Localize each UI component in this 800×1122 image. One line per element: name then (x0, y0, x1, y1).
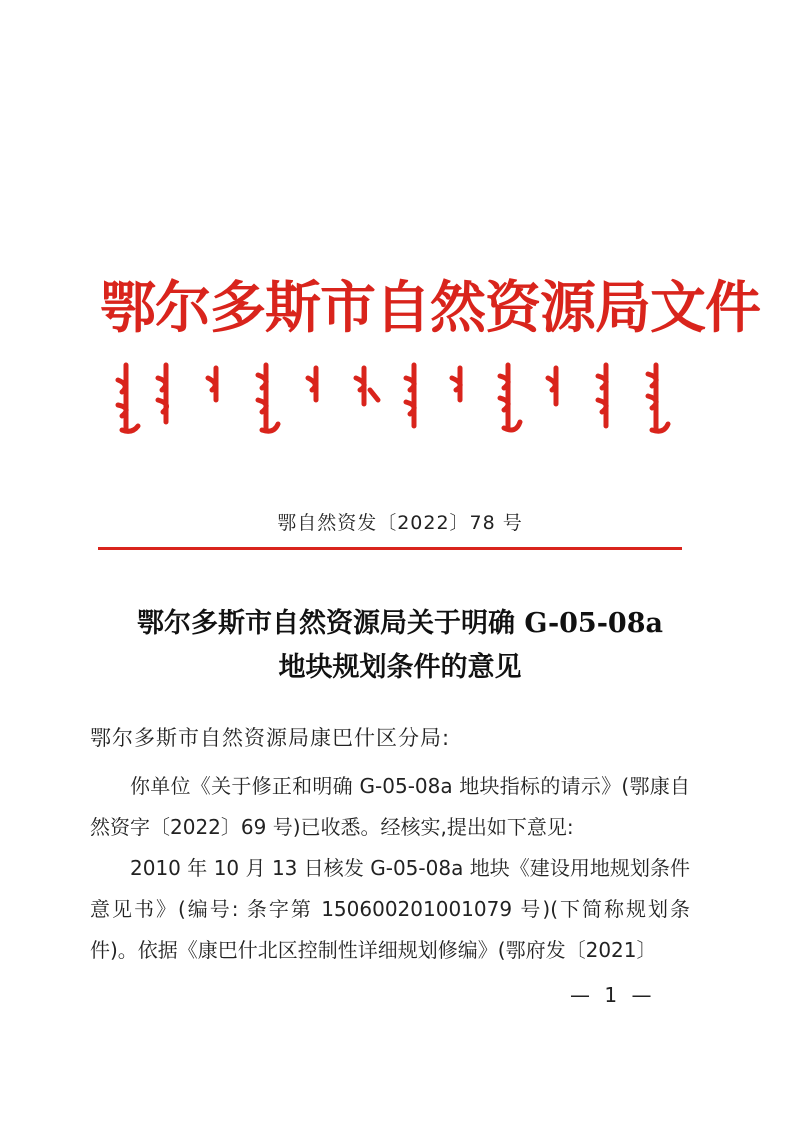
salutation: 鄂尔多斯市自然资源局康巴什区分局: (90, 726, 451, 750)
body-text (90, 766, 690, 971)
page-number: — 1 — (570, 983, 656, 1007)
document-number: 鄂自然资发〔2022〕78 号 (277, 512, 523, 534)
document-title (0, 602, 800, 690)
document-title-line-1: 鄂尔多斯市自然资源局关于明确 G-05-08a (136, 608, 663, 639)
paragraph: 你单位《关于修正和明确 G-05-08a 地块指标的请示》(鄂康自然资字〔2022〕69 号)已收悉。经核实,提出如下意见: (90, 774, 690, 839)
mongolian-script-graphic (108, 360, 688, 440)
issuing-authority-header: 鄂尔多斯市自然资源局文件 (100, 275, 760, 341)
paragraph: 2010 年 10 月 13 日核发 G-05-08a 地块《建设用地规划条件意见书》(编号: 条字第 150600201001079 号)(下简称规划条件)。依据《康巴什北区控制性详细规划修编》(鄂府发〔2021〕 (90, 856, 690, 962)
red-divider-line (98, 547, 682, 550)
mongolian-script-line (108, 360, 688, 440)
document-title-line-2: 地块规划条件的意见 (278, 652, 522, 683)
